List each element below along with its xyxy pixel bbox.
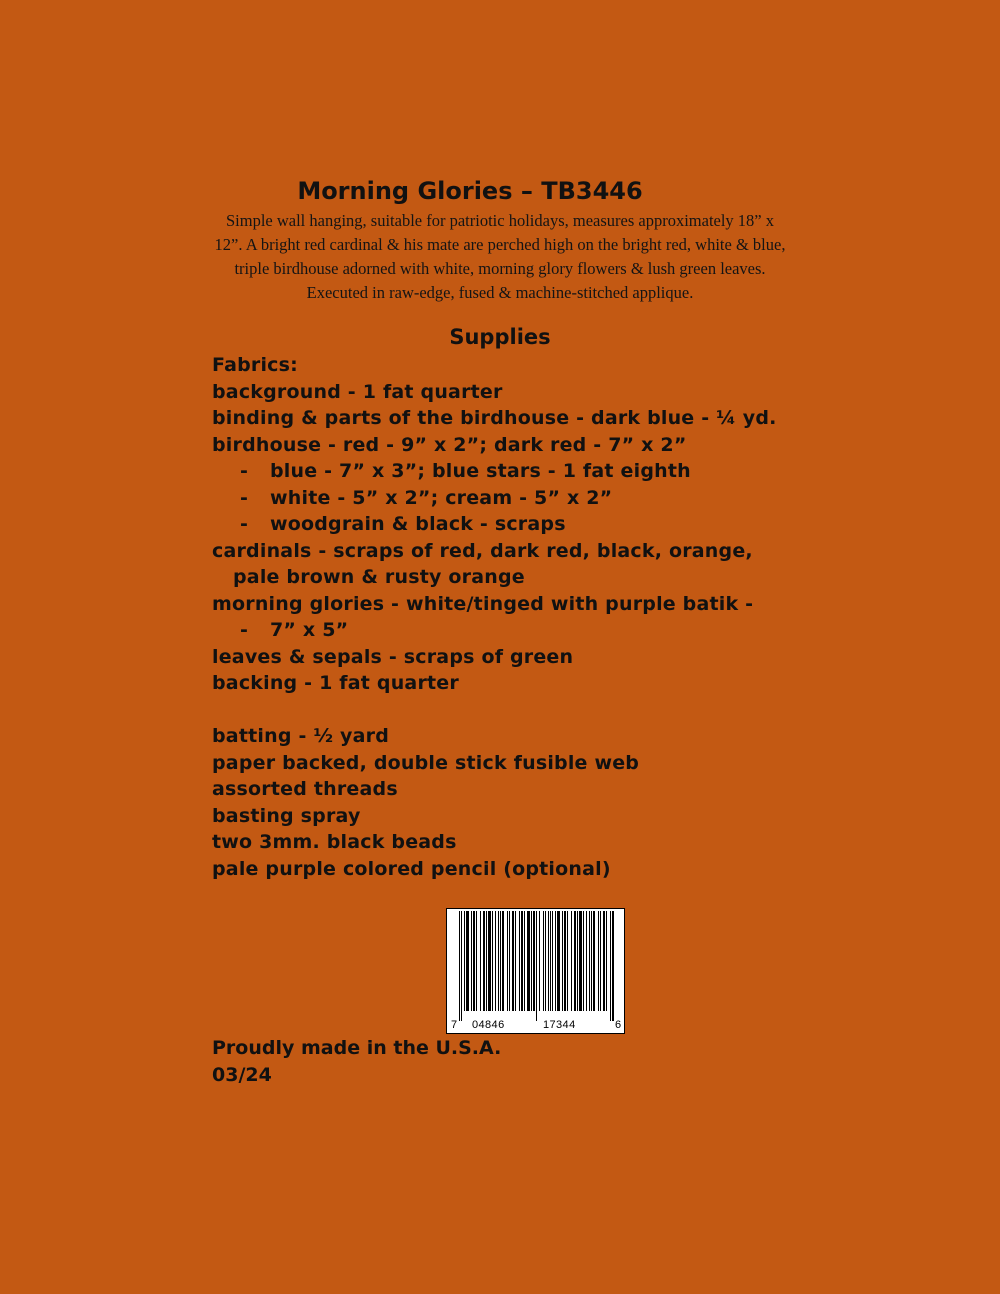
supply-item [212, 750, 912, 777]
made-in-usa-text: Proudly made in the U.S.A. [212, 1037, 502, 1059]
barcode-bar [531, 911, 532, 1011]
barcode-bar [519, 911, 520, 1011]
supplies-list [212, 352, 912, 882]
supply-item [212, 856, 912, 883]
list-dash: - [240, 486, 249, 509]
barcode-bar [495, 911, 496, 1011]
list-spacer [212, 697, 912, 724]
supply-item-text: blue - 7” x 3”; blue stars - 1 fat eighth [270, 460, 691, 482]
barcode-bar [480, 911, 481, 1011]
barcode-bar [564, 911, 566, 1011]
supply-item-text: 7” x 5” [270, 619, 349, 641]
supply-item [212, 723, 912, 750]
supply-item [212, 405, 912, 432]
barcode-bar [550, 911, 551, 1011]
supply-item-text: leaves & sepals - scraps of green [212, 645, 574, 668]
supply-item [212, 644, 912, 671]
supply-item-text: assorted threads [212, 778, 398, 800]
barcode-bar [583, 911, 584, 1011]
barcode-bar [539, 911, 540, 1011]
barcode-bar [562, 911, 563, 1011]
barcode-bar [536, 911, 537, 1021]
barcode-bar [471, 911, 472, 1011]
supply-item-text: morning glories - white/tinged with purple batik - [212, 592, 754, 615]
supply-item [212, 352, 912, 379]
barcode-bar [577, 911, 578, 1011]
barcode-bar [509, 911, 510, 1011]
supply-item [212, 803, 912, 830]
barcode-right-digits: 17344 [543, 1019, 576, 1031]
barcode-bar [586, 911, 587, 1011]
barcode-bar [483, 911, 485, 1011]
supply-item-text: binding & parts of the birdhouse - dark blue - ¼ yd. [212, 407, 777, 429]
barcode-bar [612, 911, 614, 1021]
supply-item [212, 670, 912, 697]
barcode-bar [533, 911, 535, 1011]
supply-item-text: basting spray [212, 804, 361, 827]
supplies-heading: Supplies [449, 325, 551, 349]
barcode-bar [555, 911, 556, 1011]
barcode-bar [603, 911, 605, 1011]
barcode [446, 908, 625, 1034]
barcode-bar [461, 911, 462, 1021]
barcode-bar [598, 911, 599, 1011]
barcode-bar [507, 911, 508, 1011]
supply-item [212, 538, 912, 565]
supply-item-text: batting - ½ yard [212, 725, 390, 747]
supply-item-text: two 3mm. black beads [212, 831, 457, 853]
page-title: Morning Glories – TB3446 [297, 177, 643, 205]
barcode-bar [492, 911, 493, 1011]
barcode-bar [486, 911, 487, 1011]
barcode-bar [589, 911, 590, 1011]
date-code-text: 03/24 [212, 1063, 272, 1086]
list-dash: - [240, 460, 249, 482]
barcode-bar [524, 911, 525, 1011]
barcode-bar [593, 911, 595, 1011]
barcode-bar [548, 911, 549, 1011]
barcode-left-digits: 04846 [472, 1019, 505, 1031]
supply-item-text: cardinals - scraps of red, dark red, black, orange, [212, 539, 753, 562]
barcode-bar [498, 911, 499, 1011]
barcode-bar [610, 911, 611, 1021]
barcode-bar [466, 911, 469, 1011]
barcode-bar [571, 911, 572, 1011]
supply-item-text: paper backed, double stick fusible web [212, 751, 640, 774]
barcode-bar [502, 911, 504, 1011]
barcode-bar [606, 911, 607, 1011]
supply-item [212, 379, 912, 406]
footer [212, 1035, 501, 1088]
barcode-bar [527, 911, 530, 1011]
supply-item [212, 458, 912, 485]
supply-item [212, 829, 912, 856]
supply-item-text: birdhouse - red - 9” x 2”; dark red - 7” x 2” [212, 433, 687, 456]
barcode-bar [488, 911, 491, 1011]
barcode-bar [459, 911, 460, 1021]
supply-item [212, 432, 912, 459]
barcode-bar [500, 911, 501, 1011]
list-dash: - [240, 513, 249, 535]
supply-item [212, 511, 912, 538]
supply-item-text: pale purple colored pencil (optional) [212, 857, 611, 880]
supply-item-text: pale brown & rusty orange [233, 566, 525, 588]
barcode-bar [464, 911, 465, 1011]
supply-item-text: backing - 1 fat quarter [212, 672, 459, 694]
barcode-bar [579, 911, 582, 1011]
barcode-bar [543, 911, 544, 1011]
barcode-bar [600, 911, 601, 1011]
barcode-bar [567, 911, 568, 1011]
barcode-bar [512, 911, 514, 1011]
supply-item [212, 591, 912, 618]
supply-item-text: woodgrain & black - scraps [270, 513, 566, 535]
barcode-bar [591, 911, 592, 1011]
supply-item-text: Fabrics: [212, 354, 298, 376]
supply-item [212, 617, 912, 644]
pattern-description: Simple wall hanging, suitable for patriotic holidays, measures approximately 18” x 12”. A bright red cardinal & his mate are perched high on the bright red, white & blue, triple birdhouse adorned with white, morning glory flowers & lush green leaves. Executed in raw-edge, fused & machine-stitched applique. [214, 211, 786, 302]
list-dash: - [240, 619, 249, 641]
supply-item [212, 485, 912, 512]
barcode-bar [552, 911, 553, 1011]
barcode-bar [515, 911, 516, 1011]
barcode-bar [476, 911, 477, 1011]
barcode-check-digit: 6 [615, 1019, 622, 1031]
barcode-bar [521, 911, 523, 1011]
barcode-bar [557, 911, 560, 1011]
supply-item [212, 776, 912, 803]
barcode-image [447, 909, 624, 1033]
barcode-bar [473, 911, 475, 1011]
barcode-first-digit: 7 [451, 1019, 458, 1031]
barcode-bar [574, 911, 576, 1011]
barcode-bars [459, 911, 614, 1021]
supply-item-text: white - 5” x 2”; cream - 5” x 2” [270, 486, 613, 509]
supply-item [212, 564, 912, 591]
supply-item-text: background - 1 fat quarter [212, 380, 503, 403]
barcode-bar [545, 911, 546, 1011]
